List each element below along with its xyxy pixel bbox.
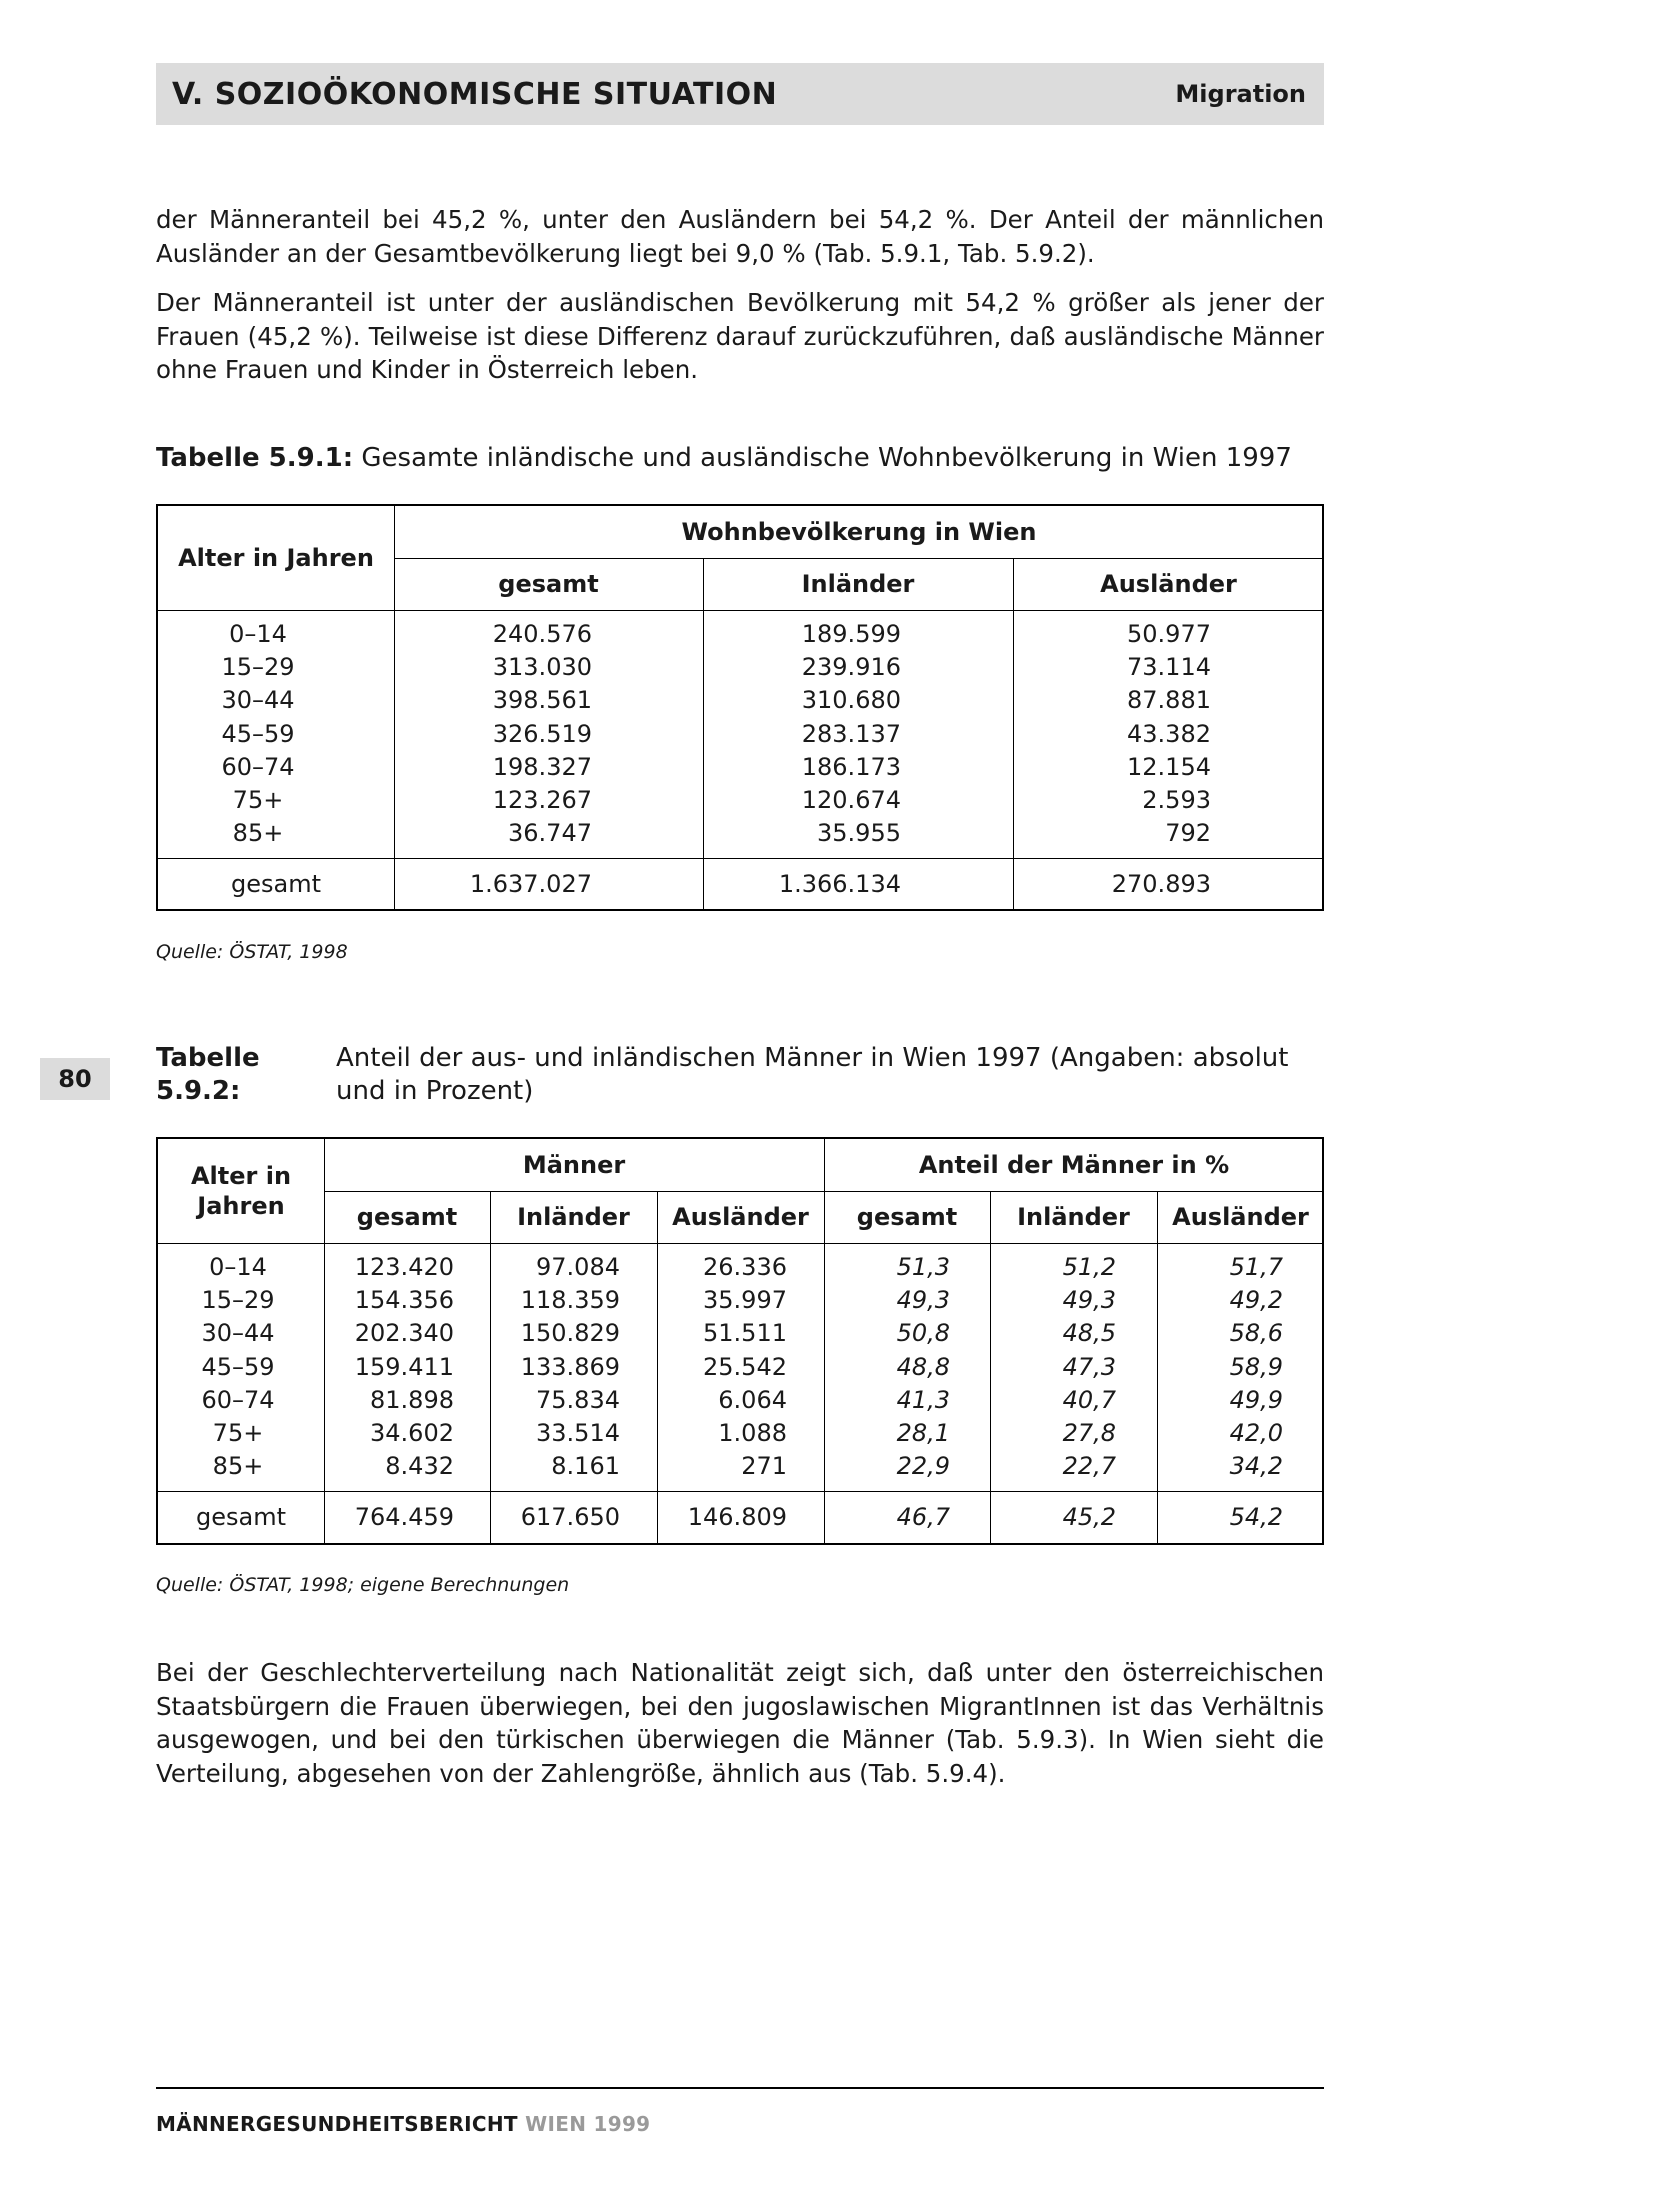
table-5-9-2: [156, 1137, 1324, 1545]
table2-total-m-auslaender: 146.809: [687, 1502, 787, 1531]
table2-m-inlaender-values: 97.084 118.359 150.829 133.869 75.834 33.514 8.161: [520, 1253, 620, 1481]
section-title: Migration: [1175, 80, 1306, 108]
table1-col-gesamt: gesamt: [498, 570, 599, 598]
table1-total-auslaender: 270.893: [1111, 869, 1211, 898]
table1-group-header: Wohnbevölkerung in Wien: [681, 518, 1037, 546]
table1-auslaender-values: 50.977 73.114 87.881 43.382 12.154 2.593 792: [1127, 620, 1211, 848]
table2-caption-label: Tabelle 5.9.2:: [156, 1043, 260, 1106]
table1-total-label: gesamt: [231, 869, 321, 898]
table1-col-inlaender: Inländer: [801, 570, 915, 598]
table1-gesamt-values: 240.576 313.030 398.561 326.519 198.327 123.267 36.747: [492, 620, 592, 848]
table2-m-gesamt-values: 123.420 154.356 202.340 159.411 81.898 34.602 8.432: [354, 1253, 454, 1481]
table2-p-gesamt-values: 51,3 49,3 50,8 48,8 41,3 28,1 22,9: [896, 1253, 950, 1481]
table1-ages: 0–14 15–29 30–44 45–59 60–74 75+ 85+: [221, 620, 295, 848]
table2-source: Quelle: ÖSTAT, 1998; eigene Berechnungen: [156, 1574, 570, 1596]
table1-row-header: Alter in Jahren: [178, 544, 374, 572]
table2-caption-text: Anteil der aus- und inländischen Männer in Wien 1997 (Angaben: absolut und in Prozent): [336, 1043, 1289, 1106]
table1-source: Quelle: ÖSTAT, 1998: [156, 941, 348, 963]
table2-total-label: gesamt: [196, 1502, 286, 1531]
table2-col-inlaender: Inländer: [517, 1203, 630, 1231]
table2-col-pct-gesamt: gesamt: [856, 1203, 958, 1231]
table2-p-auslaender-values: 51,7 49,2 58,6 58,9 49,9 42,0 34,2: [1229, 1253, 1283, 1481]
table2-p-inlaender-values: 51,2 49,3 48,5 47,3 40,7 27,8 22,7: [1062, 1253, 1116, 1481]
table1-inlaender-values: 189.599 239.916 310.680 283.137 186.173 120.674 35.955: [801, 620, 901, 848]
table1-caption-text: Gesamte inländische und ausländische Wohnbevölkerung in Wien 1997: [361, 443, 1292, 473]
table2-col-auslaender: Ausländer: [672, 1203, 809, 1231]
chapter-title: V. SOZIOÖKONOMISCHE SITUATION: [172, 76, 778, 112]
footer-year: WIEN 1999: [525, 2112, 651, 2136]
table2-total-m-inlaender: 617.650: [520, 1502, 620, 1531]
table2-col-pct-auslaender: Ausländer: [1172, 1203, 1309, 1231]
table2-col-pct-inlaender: Inländer: [1017, 1203, 1130, 1231]
table1-caption: [156, 442, 1292, 475]
page-number: 80: [40, 1058, 110, 1100]
footer-divider: [156, 2087, 1324, 2089]
table2-row-header: Alter in Jahren: [190, 1162, 292, 1220]
table2-caption: [156, 1042, 1324, 1108]
table2-total-m-gesamt: 764.459: [354, 1502, 454, 1531]
table2-total-p-auslaender: 54,2: [1229, 1502, 1283, 1531]
paragraph-1: der Männeranteil bei 45,2 %, unter den Ausländern bei 54,2 %. Der Anteil der männlichen Ausländer an der Gesamtbevölkerung liegt bei 9,0 % (Tab. 5.9.1, Tab. 5.9.2).: [156, 205, 1324, 268]
table2-total-p-inlaender: 45,2: [1062, 1502, 1116, 1531]
table2-group-maenner: Männer: [522, 1151, 626, 1179]
table1-total-inlaender: 1.366.134: [778, 869, 901, 898]
table1-total-gesamt: 1.637.027: [469, 869, 592, 898]
table1-col-auslaender: Ausländer: [1100, 570, 1237, 598]
table2-m-auslaender-values: 26.336 35.997 51.511 25.542 6.064 1.088 271: [703, 1253, 787, 1481]
table2-ages: 0–14 15–29 30–44 45–59 60–74 75+ 85+: [201, 1253, 275, 1481]
table1-caption-label: Tabelle 5.9.1:: [156, 443, 354, 473]
paragraph-3: Bei der Geschlechterverteilung nach Nationalität zeigt sich, daß unter den österreichischen Staatsbürgern die Frauen überwiegen, bei den jugoslawischen MigrantInnen ist das Verhältnis ausgewogen, und bei den türkischen überwiegen die Männer (Tab. 5.9.3). In Wien sieht die Verteilung, abgesehen von der Zahlengröße, ähnlich aus (Tab. 5.9.4).: [156, 1658, 1324, 1788]
table-5-9-1: [156, 504, 1324, 911]
table2-group-anteil: Anteil der Männer in %: [918, 1151, 1230, 1179]
footer-title: MÄNNERGESUNDHEITSBERICHT: [156, 2112, 518, 2136]
page-header: [156, 63, 1324, 125]
page-footer: [156, 2112, 650, 2136]
paragraph-2: Der Männeranteil ist unter der ausländischen Bevölkerung mit 54,2 % größer als jener der Frauen (45,2 %). Teilweise ist diese Differenz darauf zurückzuführen, daß ausländische Männer ohne Frauen und Kinder in Österreich leben.: [156, 288, 1324, 384]
table2-col-gesamt: gesamt: [356, 1203, 458, 1231]
table2-total-p-gesamt: 46,7: [896, 1502, 950, 1531]
